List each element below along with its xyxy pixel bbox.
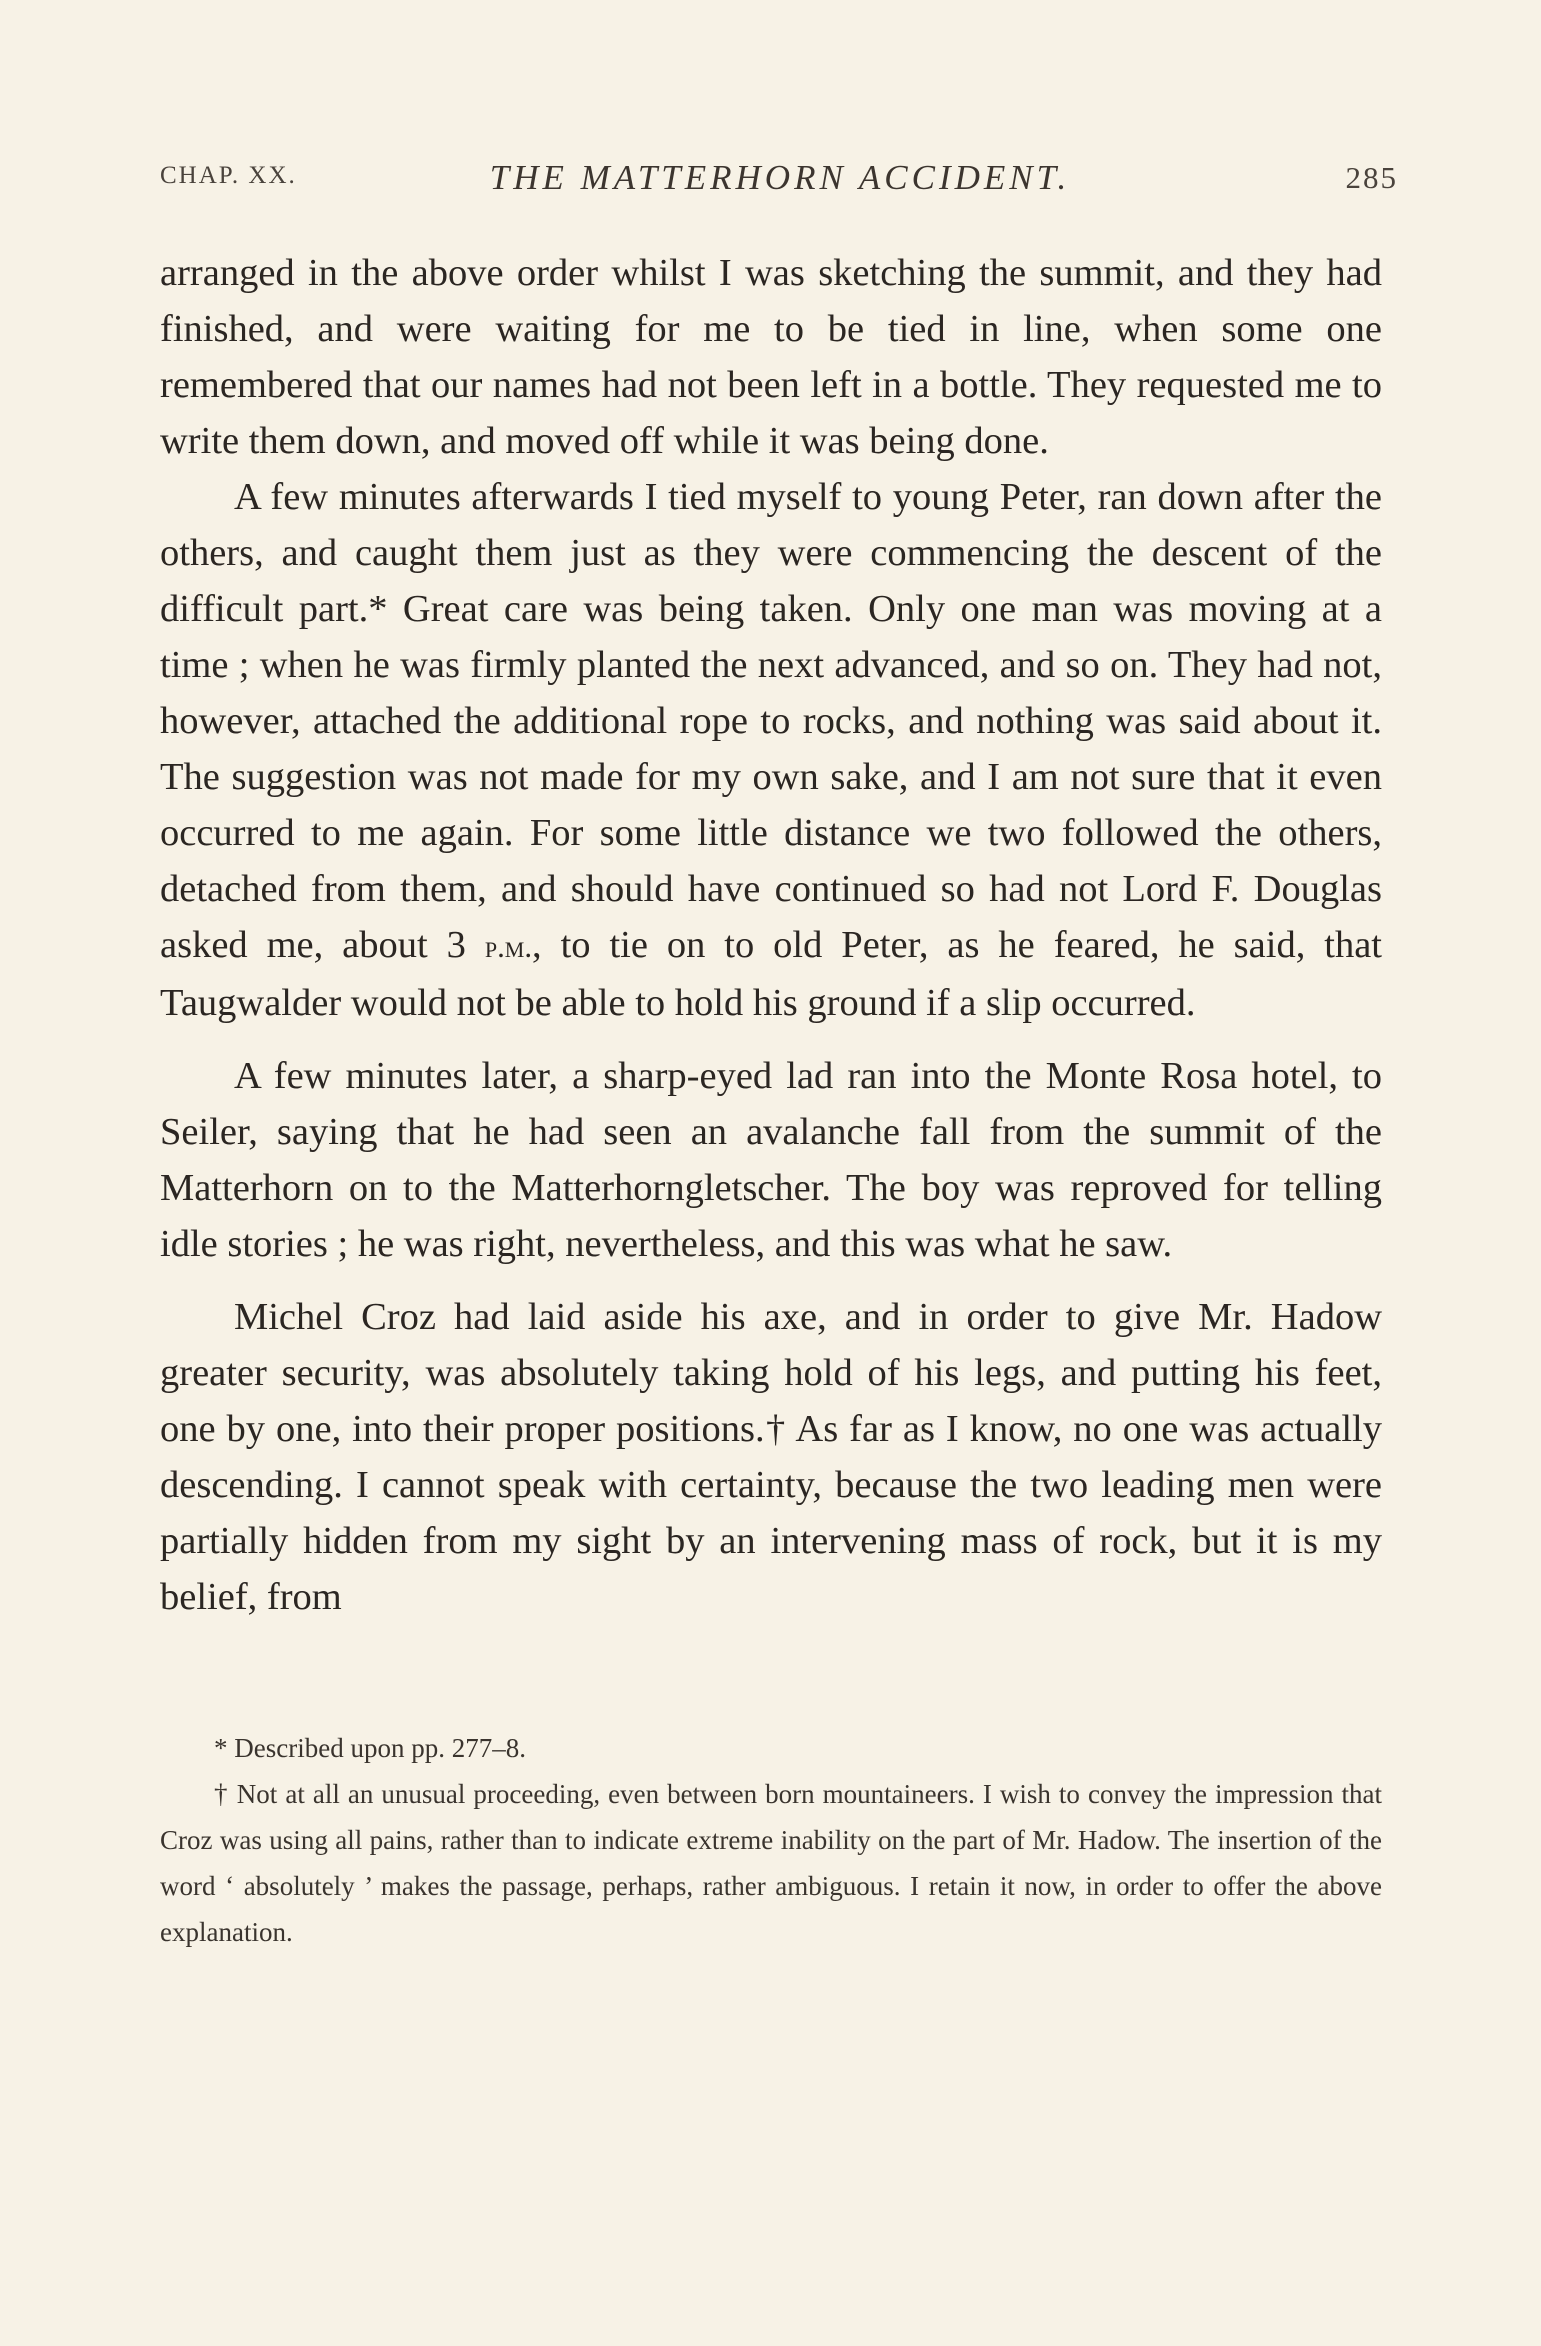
- page-number: 285: [1345, 160, 1398, 195]
- time-abbreviation: p.m.: [484, 930, 533, 964]
- main-text: [160, 245, 1382, 1625]
- running-title: THE MATTERHORN ACCIDENT.: [489, 158, 1071, 197]
- paragraph-2-text-start: A few minutes afterwards I tied myself to young Peter, ran down after the others, and caught them just as they were commencing the descent of the difficult part.* Great care was being taken. Only one man was moving at a time ; when he was firmly planted the next advanced, and so on. They had not, however, attached the additional rope to rocks, and nothing was said about it. The suggestion was not made for my own sake, and I am not sure that it even occurred to me again. For some little distance we two followed the others, detached from them, and should have continued so had not Lord F. Douglas asked me, about 3: [160, 476, 1382, 966]
- paragraph-4: Michel Croz had laid aside his axe, and in order to give Mr. Hadow greater security, was absolutely taking hold of his legs, and putting his feet, one by one, into their proper positions.† As far as I know, no one was actually descending. I cannot speak with certainty, because the two leading men were partially hidden from my sight by an intervening mass of rock, but it is my belief, from: [160, 1296, 1382, 1618]
- paragraph-3: A few minutes later, a sharp-eyed lad ran into the Monte Rosa hotel, to Seiler, saying that he had seen an avalanche fall from the summit of the Matterhorn on to the Matterhorngletscher. The boy was reproved for telling idle stories ; he was right, nevertheless, and this was what he saw.: [160, 1055, 1382, 1265]
- paragraph-2-text-end: , to tie on to old Peter, as he feared, he said, that Taugwalder would not be able to hold his ground if a slip occurred.: [160, 924, 1382, 1024]
- footnotes: [160, 1725, 1382, 1955]
- paragraph-1: arranged in the above order whilst I was sketching the summit, and they had finished, and were waiting for me to be tied in line, when some one remembered that our names had not been left in a bottle. They requested me to write them down, and moved off while it was being done.: [160, 252, 1382, 462]
- chapter-label: CHAP. XX.: [160, 162, 297, 189]
- running-head: [160, 158, 1398, 202]
- footnote-1: * Described upon pp. 277–8.: [214, 1733, 526, 1763]
- footnote-2: † Not at all an unusual proceeding, even between born mountaineers. I wish to convey the impression that Croz was using all pains, rather than to indicate extreme inability on the part of Mr. Hadow. The insertion of the word ‘ absolutely ’ makes the passage, perhaps, rather ambiguous. I retain it now, in order to offer the above explanation.: [160, 1779, 1382, 1947]
- paragraph-2: [160, 469, 1382, 1031]
